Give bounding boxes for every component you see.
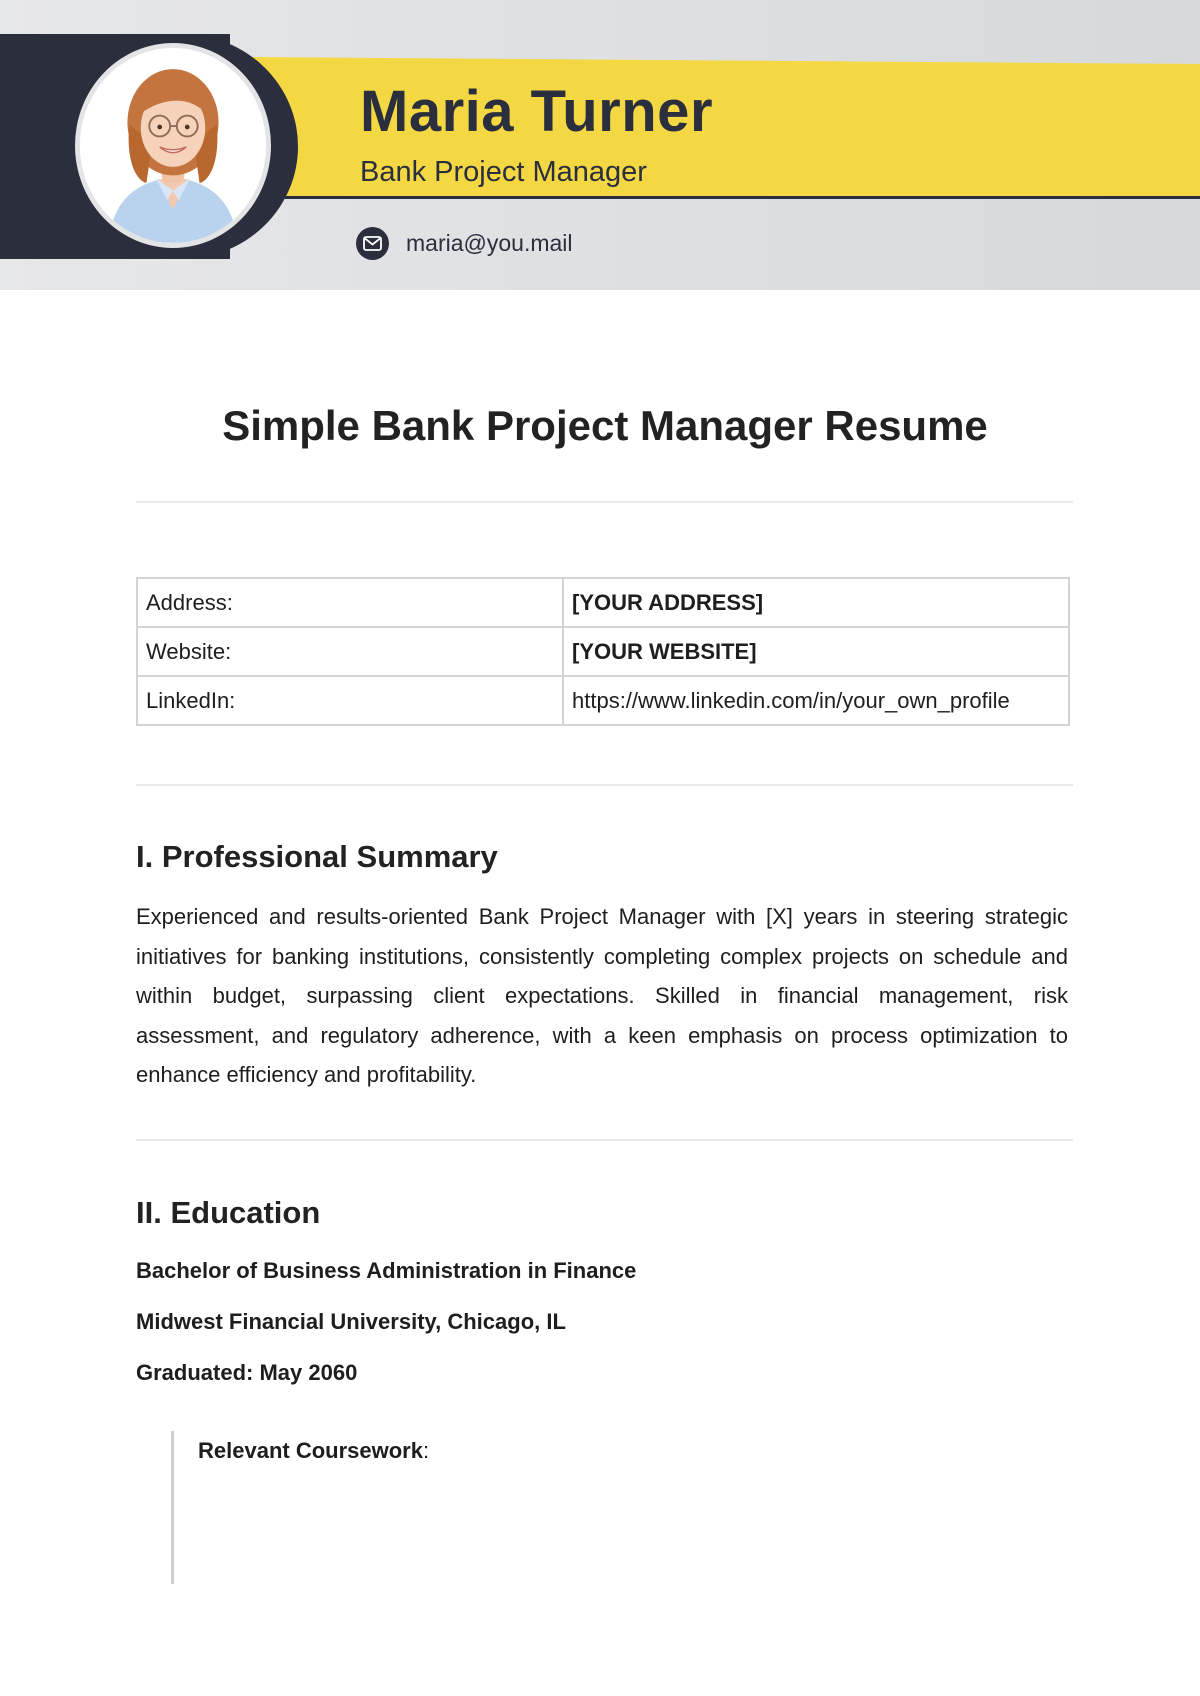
table-row xyxy=(137,578,1069,627)
divider xyxy=(136,501,1073,503)
header-accent-underline xyxy=(285,196,1200,199)
candidate-job-title: Bank Project Manager xyxy=(360,156,647,188)
linkedin-value: https://www.linkedin.com/in/your_own_profile xyxy=(563,676,1069,725)
linkedin-label: LinkedIn: xyxy=(137,676,563,725)
contact-info-table xyxy=(136,577,1070,726)
degree-text: Bachelor of Business Administration in Finance xyxy=(136,1258,637,1283)
coursework-label-bold: Relevant Coursework xyxy=(198,1438,423,1463)
coursework-quote-bar xyxy=(171,1431,174,1584)
profile-photo-icon xyxy=(80,48,266,243)
divider xyxy=(136,784,1073,786)
table-row xyxy=(137,627,1069,676)
coursework-label xyxy=(198,1438,429,1464)
address-label: Address: xyxy=(137,578,563,627)
address-value: [YOUR ADDRESS] xyxy=(563,578,1069,627)
coursework-colon: : xyxy=(422,1438,430,1463)
website-value: [YOUR WEBSITE] xyxy=(563,627,1069,676)
divider xyxy=(136,1139,1073,1141)
education-heading: II. Education xyxy=(136,1195,321,1230)
summary-text: Experienced and results-oriented Bank Project Manager with [X] years in steering strategic initiatives for banking institutions, consistently completing complex projects on schedule and within budget, surpassing client expectations. Skilled in financial management, risk assessment, and regulatory adherence, with a keen emphasis on process optimization to enhance efficiency and profitability. xyxy=(136,904,1068,1087)
table-row xyxy=(137,676,1069,725)
document-title: Simple Bank Project Manager Resume xyxy=(222,402,988,449)
summary-heading: I. Professional Summary xyxy=(136,839,498,874)
email-row xyxy=(356,225,573,261)
graduation-text: Graduated: May 2060 xyxy=(136,1360,358,1385)
resume-header xyxy=(0,0,1200,290)
school-text: Midwest Financial University, Chicago, IL xyxy=(136,1309,566,1334)
website-label: Website: xyxy=(137,627,563,676)
avatar xyxy=(75,43,271,248)
email-text: maria@you.mail xyxy=(406,229,573,256)
mail-icon xyxy=(356,227,389,260)
candidate-name: Maria Turner xyxy=(360,79,714,144)
